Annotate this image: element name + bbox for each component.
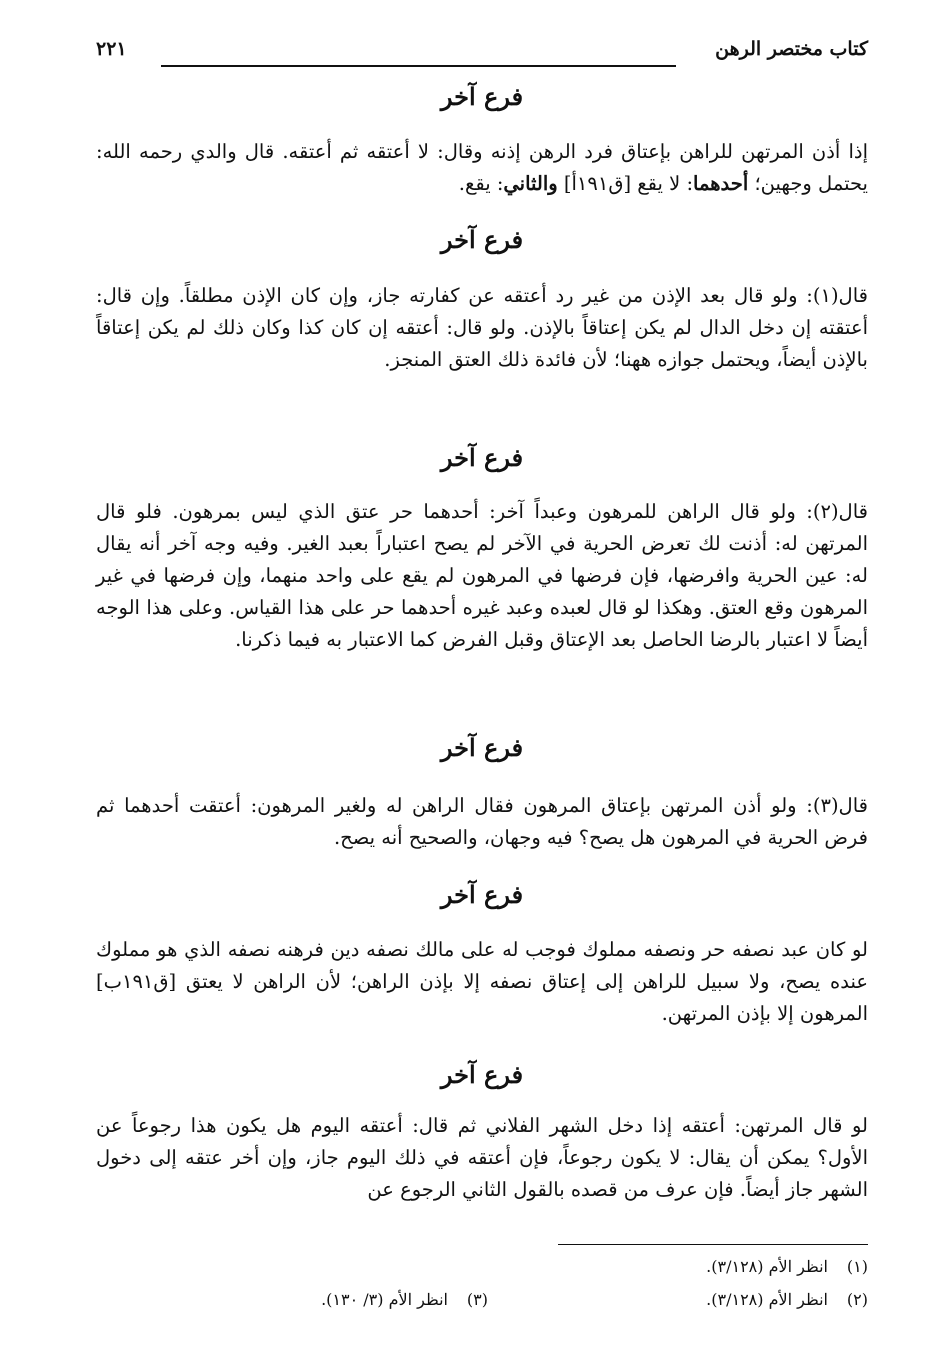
footnote-number: (١) [846, 1257, 868, 1276]
text-run: : يقع. [458, 172, 504, 195]
section-heading: فرع آخر [440, 880, 524, 909]
header-rule [161, 65, 676, 67]
paragraph: لو قال المرتهن: أعتقه إذا دخل الشهر الفلاني ثم قال: أعتقه اليوم هل يكون هذا رجوعاً عن الأول؟ يمكن أن يقال: لا يكون رجوعاً، فإن أعتقه في ذلك اليوم جاز، وإن أخر عتقه إلى دخول الشهر جاز أيضاً. فإن عرف من قصده بالقول الثاني الرجوع عن [96, 1114, 868, 1201]
paragraph [96, 136, 868, 206]
book-title: كتاب مختصر الرهن [715, 38, 868, 60]
bold-term: أحدهما [693, 172, 749, 195]
footnote-text: انظر الأم (٣/١٢٨). [706, 1257, 828, 1276]
paragraph: قال(٣): ولو أذن المرتهن بإعتاق المرهون فقال الراهن له ولغير المرهون: أعتقت أحدهما ثم فرض الحرية في المرهون هل يصح؟ فيه وجهان، والصحيح أنه يصح. [96, 794, 868, 849]
footnote [321, 1290, 488, 1309]
footnote-rule [558, 1244, 868, 1245]
book-page [96, 30, 868, 1350]
footnote-text: انظر الأم (٣/ ١٣٠). [321, 1290, 448, 1309]
bold-term: والثاني [503, 172, 558, 195]
footnote-number: (٢) [846, 1290, 868, 1309]
footnote-text: انظر الأم (٣/١٢٨). [706, 1290, 828, 1309]
section-heading: فرع آخر [440, 225, 524, 254]
page-number: ٢٢١ [96, 38, 127, 60]
paragraph: لو كان عبد نصفه حر ونصفه مملوك فوجب له على مالك نصفه دين فرهنه نصفه الذي هو مملوك عنده يصح، ولا سبيل للراهن إلى إعتاق نصفه إلا بإذن الراهن؛ لأن الراهن لا يعتق [ق١٩١ب] المرهون إلا بإذن المرتهن. [96, 938, 868, 1025]
section-heading: فرع آخر [440, 82, 524, 111]
section-heading: فرع آخر [440, 443, 524, 472]
paragraph: قال(١): ولو قال بعد الإذن من غير رد أعتقه عن كفارته جاز، وإن كان الإذن مطلقاً. وإن قال: أعتقته إن دخل الدال لم يكن إعتاقاً بالإذن. ولو قال: أعتقه إن كان كذا وكان ذلك لم يكن إعتاقاً بالإذن أيضاً، ويحتمل جوازه ههنا؛ لأن فائدة ذلك العتق المنجز. [96, 284, 868, 371]
footnote [706, 1290, 868, 1309]
footnote [706, 1257, 868, 1276]
running-header [96, 38, 868, 72]
footnote-number: (٣) [466, 1290, 488, 1309]
text-run: : لا يقع [ق١٩١أ] [557, 172, 694, 195]
text-run: إذا أذن المرتهن للراهن بإعتاق فرد الرهن إذنه وقال: لا أعتقه ثم أعتقه. قال والدي رحمه الله: يحتمل وجهين؛ [96, 140, 868, 195]
section-heading: فرع آخر [440, 1060, 524, 1089]
section-heading: فرع آخر [440, 733, 524, 762]
paragraph: قال(٢): ولو قال الراهن للمرهون وعبداً آخر: أحدهما حر عتق الذي ليس بمرهون. فلو قال المرتهن له: أذنت لك تعرض الحرية في الآخر لم يصح اعتباراً بعبد الغير. وفيه وجه آخر أنه يقال له: عين الحرية وافرضها، فإن فرضها في المرهون لم يقع على واحد منهما، وإن فرضها في غير المرهون وقع العتق. وهكذا لو قال لعبده وعبد غيره أحدهما حر على هذا القياس. وعلى هذا الوجه أيضاً لا اعتبار بالرضا الحاصل بعد الإعتاق وقبل الفرض كما الاعتبار به فيما ذكرنا. [96, 500, 868, 651]
